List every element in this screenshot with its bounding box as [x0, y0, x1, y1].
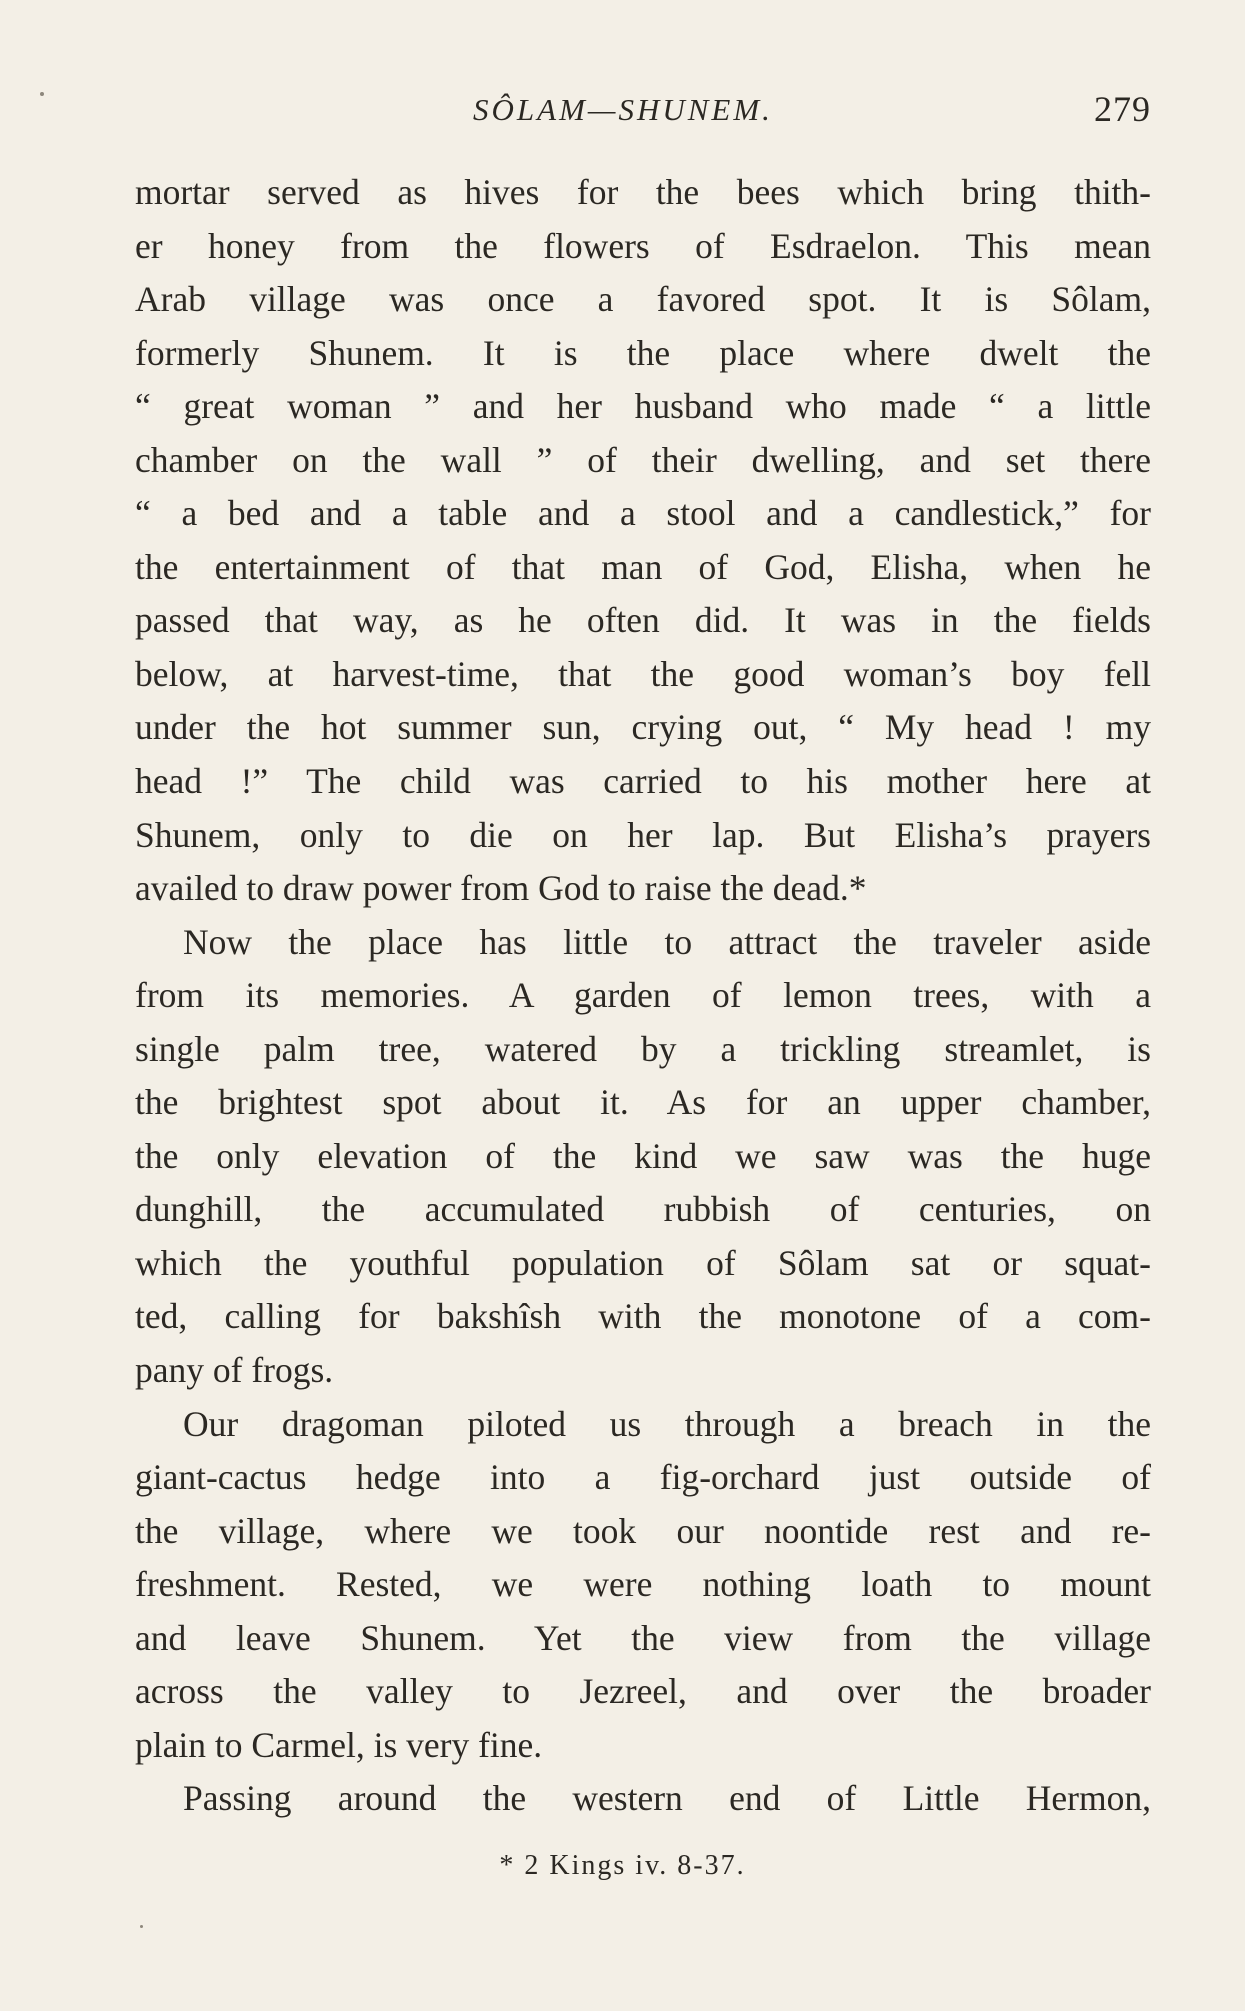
- body-text: [135, 166, 1151, 1826]
- text-line: head !” The child was carried to his mother here at: [135, 761, 1151, 802]
- paragraph-start-line: Now the place has little to attract the traveler aside: [183, 921, 1151, 962]
- text-line: the entertainment of that man of God, Elisha, when he: [135, 546, 1151, 587]
- paper-speck: [140, 1925, 143, 1928]
- text-line: from its memories. A garden of lemon trees, with a: [135, 975, 1151, 1016]
- text-line: which the youthful population of Sôlam sat or squat-: [135, 1242, 1151, 1283]
- paper-speck: [40, 92, 44, 96]
- paragraph-start-line: Our dragoman piloted us through a breach in the: [183, 1403, 1151, 1444]
- text-line: giant-cactus hedge into a fig-orchard just outside of: [135, 1457, 1151, 1498]
- text-line: mortar served as hives for the bees which bring thith-: [135, 172, 1151, 212]
- text-line: plain to Carmel, is very fine.: [135, 1724, 543, 1765]
- text-line: passed that way, as he often did. It was in the fields: [135, 600, 1151, 641]
- text-line: single palm tree, watered by a trickling streamlet, is: [135, 1028, 1151, 1069]
- text-line: “ a bed and a table and a stool and a candlestick,” for: [135, 493, 1151, 534]
- text-line: the village, where we took our noontide rest and re-: [135, 1510, 1151, 1551]
- text-line: pany of frogs.: [135, 1350, 334, 1391]
- text-line: ted, calling for bakshîsh with the monotone of a com-: [135, 1296, 1151, 1337]
- text-line: freshment. Rested, we were nothing loath to mount: [135, 1564, 1151, 1605]
- text-line: below, at harvest-time, that the good woman’s boy fell: [135, 653, 1151, 694]
- text-line: formerly Shunem. It is the place where dwelt the: [135, 332, 1151, 373]
- text-line: availed to draw power from God to raise the dead.*: [135, 868, 867, 909]
- text-line: “ great woman ” and her husband who made “ a little: [135, 386, 1151, 427]
- text-line: and leave Shunem. Yet the view from the village: [135, 1617, 1151, 1658]
- text-line: dunghill, the accumulated rubbish of centuries, on: [135, 1189, 1151, 1230]
- text-line: chamber on the wall ” of their dwelling, and set there: [135, 439, 1151, 480]
- page-header: [135, 89, 1151, 142]
- footnote: * 2 Kings iv. 8-37.: [499, 1850, 746, 1881]
- running-head: SÔLAM—SHUNEM.: [473, 92, 773, 127]
- text-line: Shunem, only to die on her lap. But Elisha’s prayers: [135, 814, 1151, 855]
- page-number: 279: [1094, 89, 1151, 129]
- text-line: under the hot summer sun, crying out, “ My head ! my: [135, 707, 1151, 748]
- text-line: the brightest spot about it. As for an upper chamber,: [135, 1082, 1151, 1123]
- paragraph-start-line: Passing around the western end of Little Hermon,: [183, 1778, 1151, 1819]
- text-line: the only elevation of the kind we saw was the huge: [135, 1135, 1151, 1176]
- text-line: across the valley to Jezreel, and over the broader: [135, 1671, 1151, 1712]
- text-line: Arab village was once a favored spot. It is Sôlam,: [135, 279, 1151, 320]
- text-line: er honey from the flowers of Esdraelon. This mean: [135, 225, 1151, 266]
